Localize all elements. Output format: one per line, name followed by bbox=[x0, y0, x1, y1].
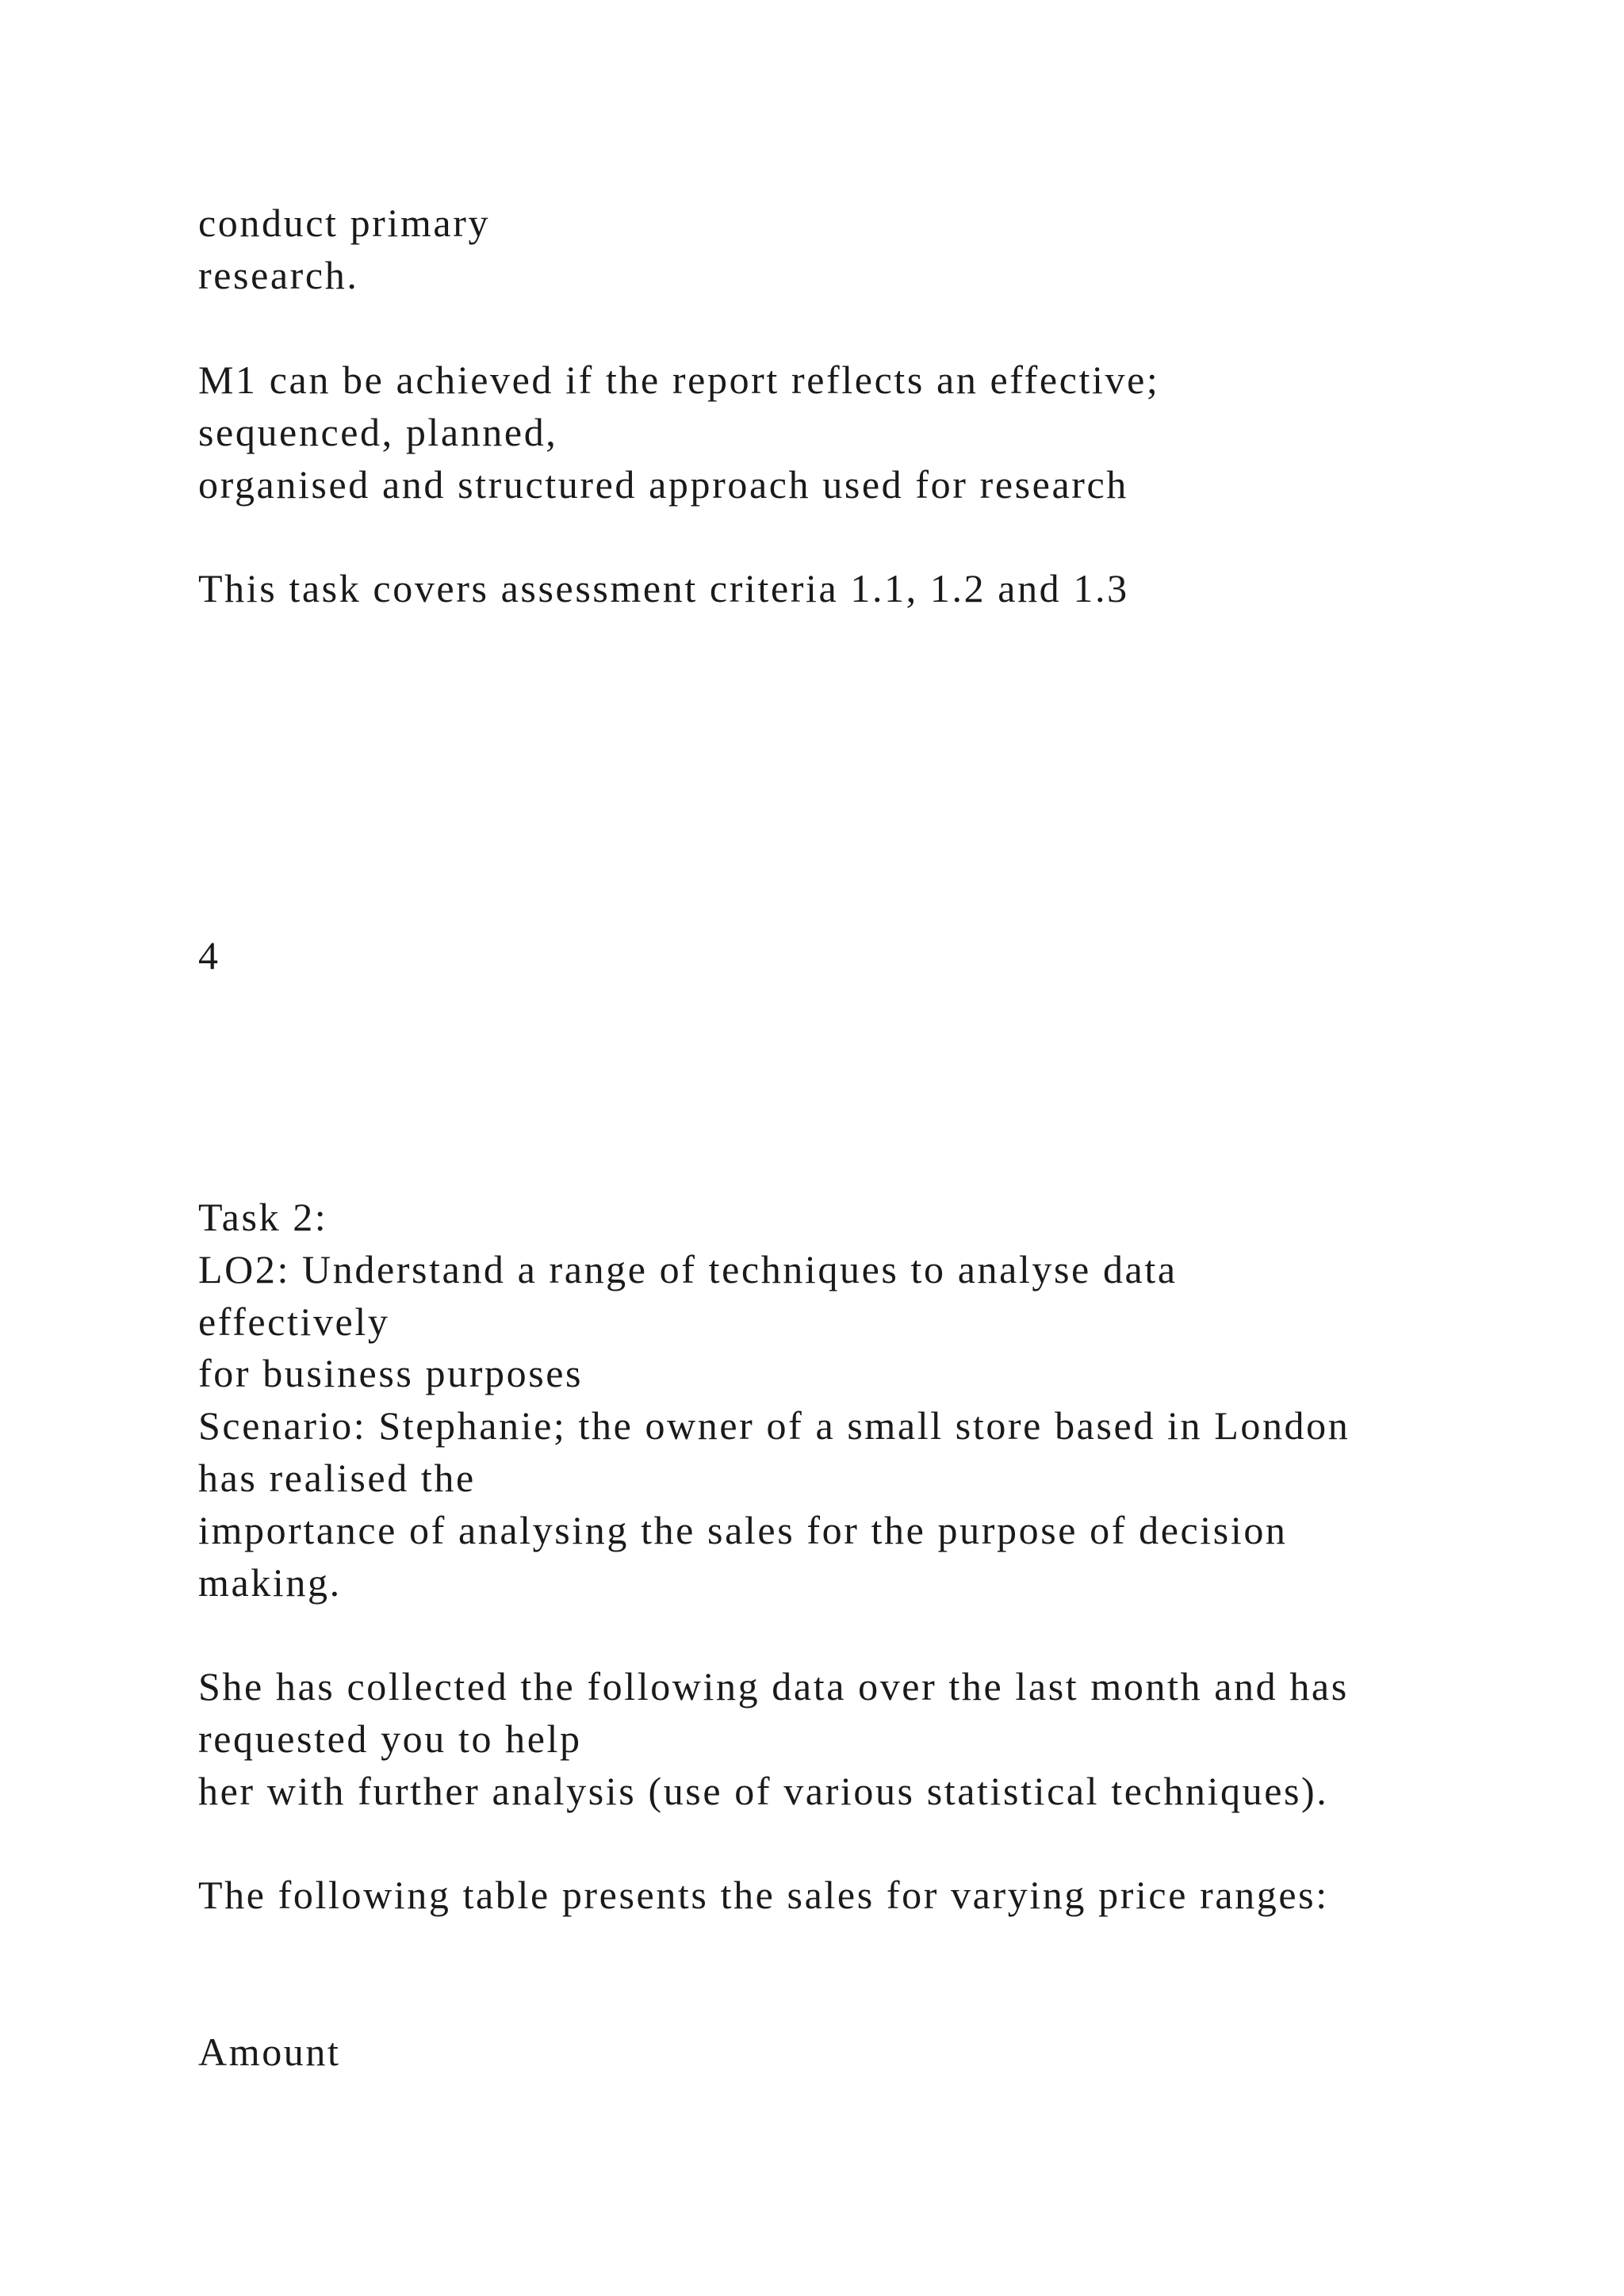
text-line: conduct primary bbox=[198, 201, 491, 245]
text-line: effectively bbox=[198, 1299, 390, 1344]
text-line: organised and structured approach used for research bbox=[198, 462, 1128, 507]
text-line: She has collected the following data over the last month and has bbox=[198, 1664, 1349, 1709]
text-line: research. bbox=[198, 253, 359, 297]
text-line: M1 can be achieved if the report reflects an effective; bbox=[198, 358, 1160, 402]
text-line: This task covers assessment criteria 1.1, 1.2 and 1.3 bbox=[198, 566, 1129, 610]
text-line: for business purposes bbox=[198, 1351, 584, 1395]
text-line: her with further analysis (use of various statistical techniques). bbox=[198, 1769, 1329, 1813]
text-line: LO2: Understand a range of techniques to analyse data bbox=[198, 1247, 1178, 1292]
text-line: Scenario: Stephanie; the owner of a small store based in London bbox=[198, 1403, 1350, 1448]
text-line: The following table presents the sales for varying price ranges: bbox=[198, 1873, 1329, 1917]
text-line: making. bbox=[198, 1560, 342, 1605]
text-line: requested you to help bbox=[198, 1716, 582, 1761]
text-line: has realised the bbox=[198, 1456, 476, 1500]
text-line: importance of analysing the sales for the purpose of decision bbox=[198, 1508, 1288, 1552]
page-number: 4 bbox=[198, 933, 220, 978]
task-heading: Task 2: bbox=[198, 1195, 328, 1239]
text-line: Amount bbox=[198, 2030, 341, 2074]
text-line: sequenced, planned, bbox=[198, 410, 558, 454]
